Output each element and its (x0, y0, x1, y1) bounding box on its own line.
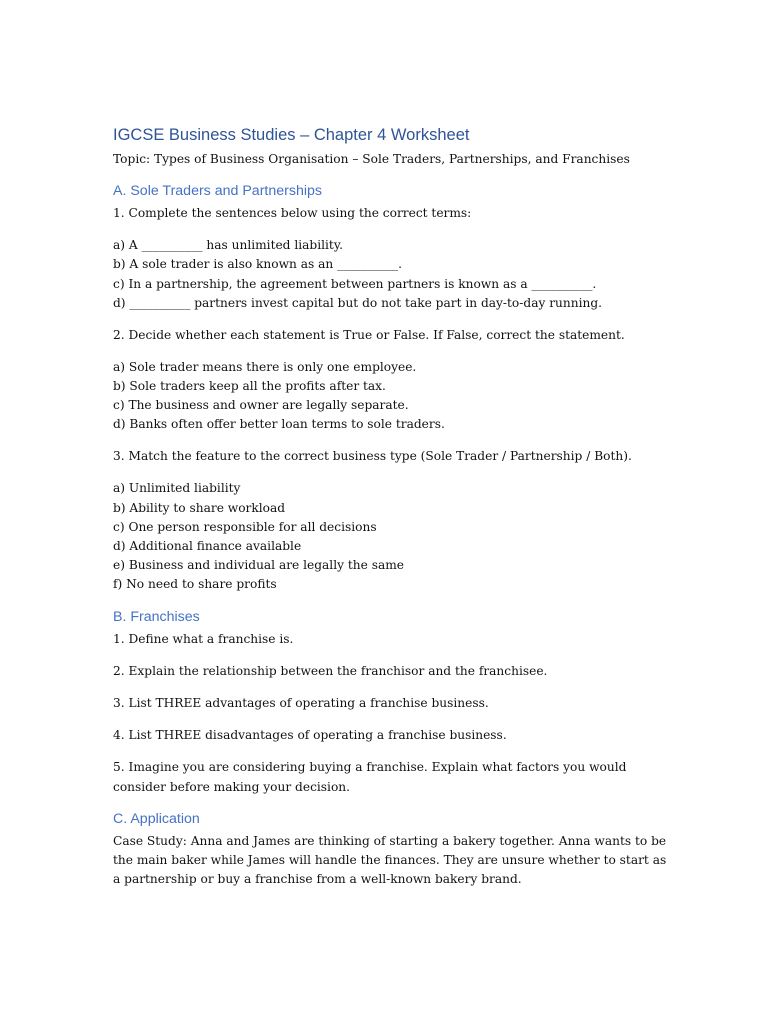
list-item: b) A sole trader is also known as an __________. (113, 257, 402, 272)
section-heading: C. Application (113, 810, 200, 827)
list-item: d) __________ partners invest capital but do not take part in day-to-day running. (113, 295, 603, 310)
list-item: f) No need to share profits (113, 577, 277, 592)
section-heading: A. Sole Traders and Partnerships (113, 183, 322, 200)
section-heading: B. Franchises (113, 609, 200, 626)
question-text: 3. Match the feature to the correct business type (Sole Trader / Partnership / Both). (113, 449, 632, 464)
list-item: b) Sole traders keep all the profits after tax. (113, 379, 386, 394)
list-item: c) In a partnership, the agreement between partners is known as a __________. (113, 276, 597, 291)
list-item: a) A __________ has unlimited liability. (113, 238, 343, 253)
question-text: 3. List THREE advantages of operating a franchise business. (113, 696, 489, 711)
question-text: 5. Imagine you are considering buying a franchise. Explain what factors you would consider before making your decision. (113, 760, 627, 794)
list-item: d) Banks often offer better loan terms to sole traders. (113, 417, 445, 432)
list-item: c) The business and owner are legally separate. (113, 398, 409, 413)
question-text: 2. Decide whether each statement is True or False. If False, correct the statement. (113, 327, 625, 342)
option-list (113, 479, 673, 594)
option-list (113, 358, 673, 435)
question-text: 4. List THREE disadvantages of operating a franchise business. (113, 728, 507, 743)
question-text: 1. Complete the sentences below using the correct terms: (113, 206, 472, 221)
worksheet-page (113, 124, 673, 902)
section-c (113, 809, 673, 890)
section-a (113, 181, 673, 594)
list-item: b) Ability to share workload (113, 500, 286, 515)
question-text: 2. Explain the relationship between the franchisor and the franchisee. (113, 664, 548, 679)
list-item: c) One person responsible for all decisions (113, 519, 377, 534)
option-list (113, 236, 673, 313)
question-text: 1. Define what a franchise is. (113, 632, 294, 647)
page-title: IGCSE Business Studies – Chapter 4 Worksheet (113, 126, 470, 144)
list-item: a) Unlimited liability (113, 481, 241, 496)
topic-line: Topic: Types of Business Organisation – Sole Traders, Partnerships, and Franchises (113, 152, 630, 166)
list-item: e) Business and individual are legally the same (113, 558, 404, 573)
case-study-text: Case Study: Anna and James are thinking of starting a bakery together. Anna wants to be the main baker while James will handle the finances. They are unsure whether to start as a partnership or buy a franchise from a well-known bakery brand. (113, 833, 667, 887)
list-item: a) Sole trader means there is only one employee. (113, 359, 417, 374)
section-b (113, 607, 673, 796)
list-item: d) Additional finance available (113, 539, 302, 554)
